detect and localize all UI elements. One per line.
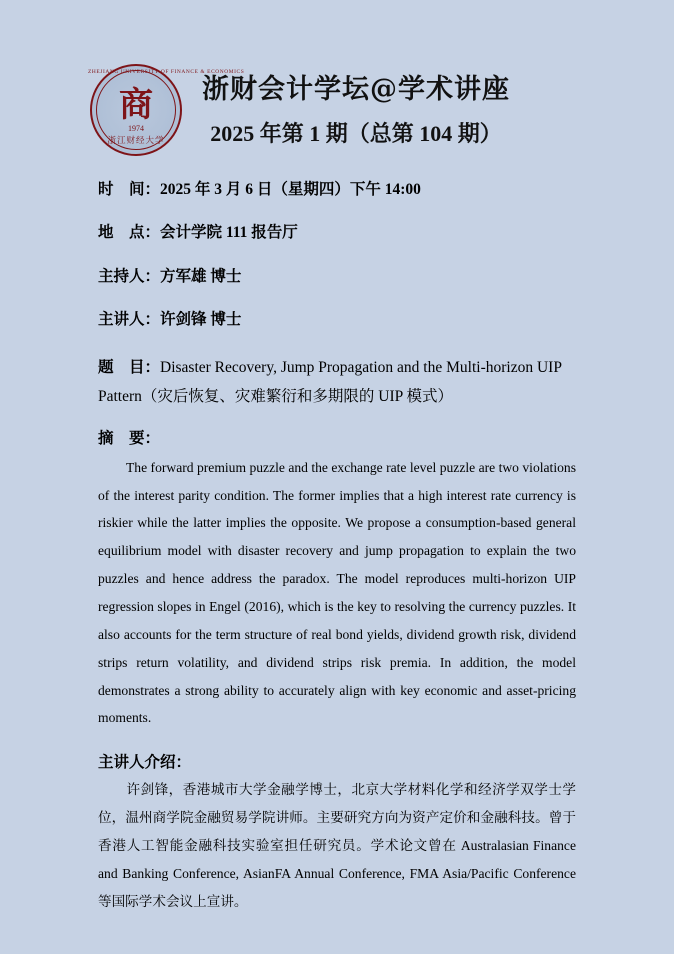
info-row-speaker	[98, 309, 576, 331]
place-value: 会计学院 111 报告厅	[160, 224, 298, 242]
page-title: 浙财会计学坛@学术讲座	[202, 73, 510, 105]
host-label: 主持人：	[98, 267, 161, 285]
page-subtitle: 2025 年第 1 期（总第 104 期）	[210, 121, 502, 147]
logo-university-name: 浙江财经大学	[107, 135, 165, 145]
poster-body	[0, 179, 674, 916]
time-value: 2025 年 3 月 6 日（星期四）下午 14:00	[160, 181, 421, 198]
speaker-bio-body: 许剑锋，香港城市大学金融学博士，北京大学材料化学和经济学双学士学位，温州商学院金融贸易学院讲师。主要研究方向为资产定价和金融科技。曾于香港人工智能金融科技实验室担任研究员。学术论文曾在 Australasian Finance and Banking Conference, AsianFA Annual Conference, FMA Asia/Pacific Conference 等国际学术会议上宣讲。	[98, 782, 576, 909]
header-titles	[202, 72, 510, 148]
speaker-label: 主讲人：	[98, 311, 161, 329]
info-row-topic	[98, 353, 576, 412]
poster-header	[0, 0, 674, 158]
info-row-time	[98, 179, 576, 201]
info-row-host	[98, 266, 576, 288]
logo-year: 1974	[128, 124, 144, 133]
abstract-text	[98, 454, 576, 733]
topic-value-cn: （灾后恢复、灾难繁衍和多期限的 UIP 模式）	[141, 388, 454, 406]
time-label: 时 间：	[98, 181, 161, 198]
university-logo	[88, 62, 245, 158]
topic-label: 题 目：	[98, 358, 161, 376]
speaker-bio-text	[98, 776, 576, 915]
topic-value-en: Disaster Recovery, Jump Propagation and the Multi-horizon UIP Pattern	[98, 358, 562, 406]
info-row-place	[98, 222, 576, 244]
abstract-body: The forward premium puzzle and the exchange rate level puzzle are two violations of the interest parity condition. The former implies that a high interest rate currency is riskier while the latter implies the opposite. We propose a consumption-based general equilibrium model with disaster recovery and jump propagation to explain the two puzzles and hence address the paradox. The model reproduces multi-horizon UIP regression slopes in Engel (2016), which is the key to resolving the currency puzzles. It also accounts for the term structure of real bond yields, dividend growth risk, dividend strips return volatility, and dividend strips risk premia. In addition, the model demonstrates a strong ability to accurately align with key economic and asset-pricing moments.	[98, 459, 576, 726]
speaker-bio-label: 主讲人介绍：	[98, 754, 192, 772]
logo-glyph-icon: 商	[119, 85, 153, 125]
abstract-label: 摘 要：	[98, 429, 161, 447]
place-label: 地 点：	[98, 224, 161, 242]
host-value: 方军雄 博士	[160, 267, 242, 285]
speaker-value: 许剑锋 博士	[160, 311, 242, 329]
logo-ring-text: ZHEJIANG UNIVERSITY OF FINANCE & ECONOMICS	[88, 69, 245, 75]
